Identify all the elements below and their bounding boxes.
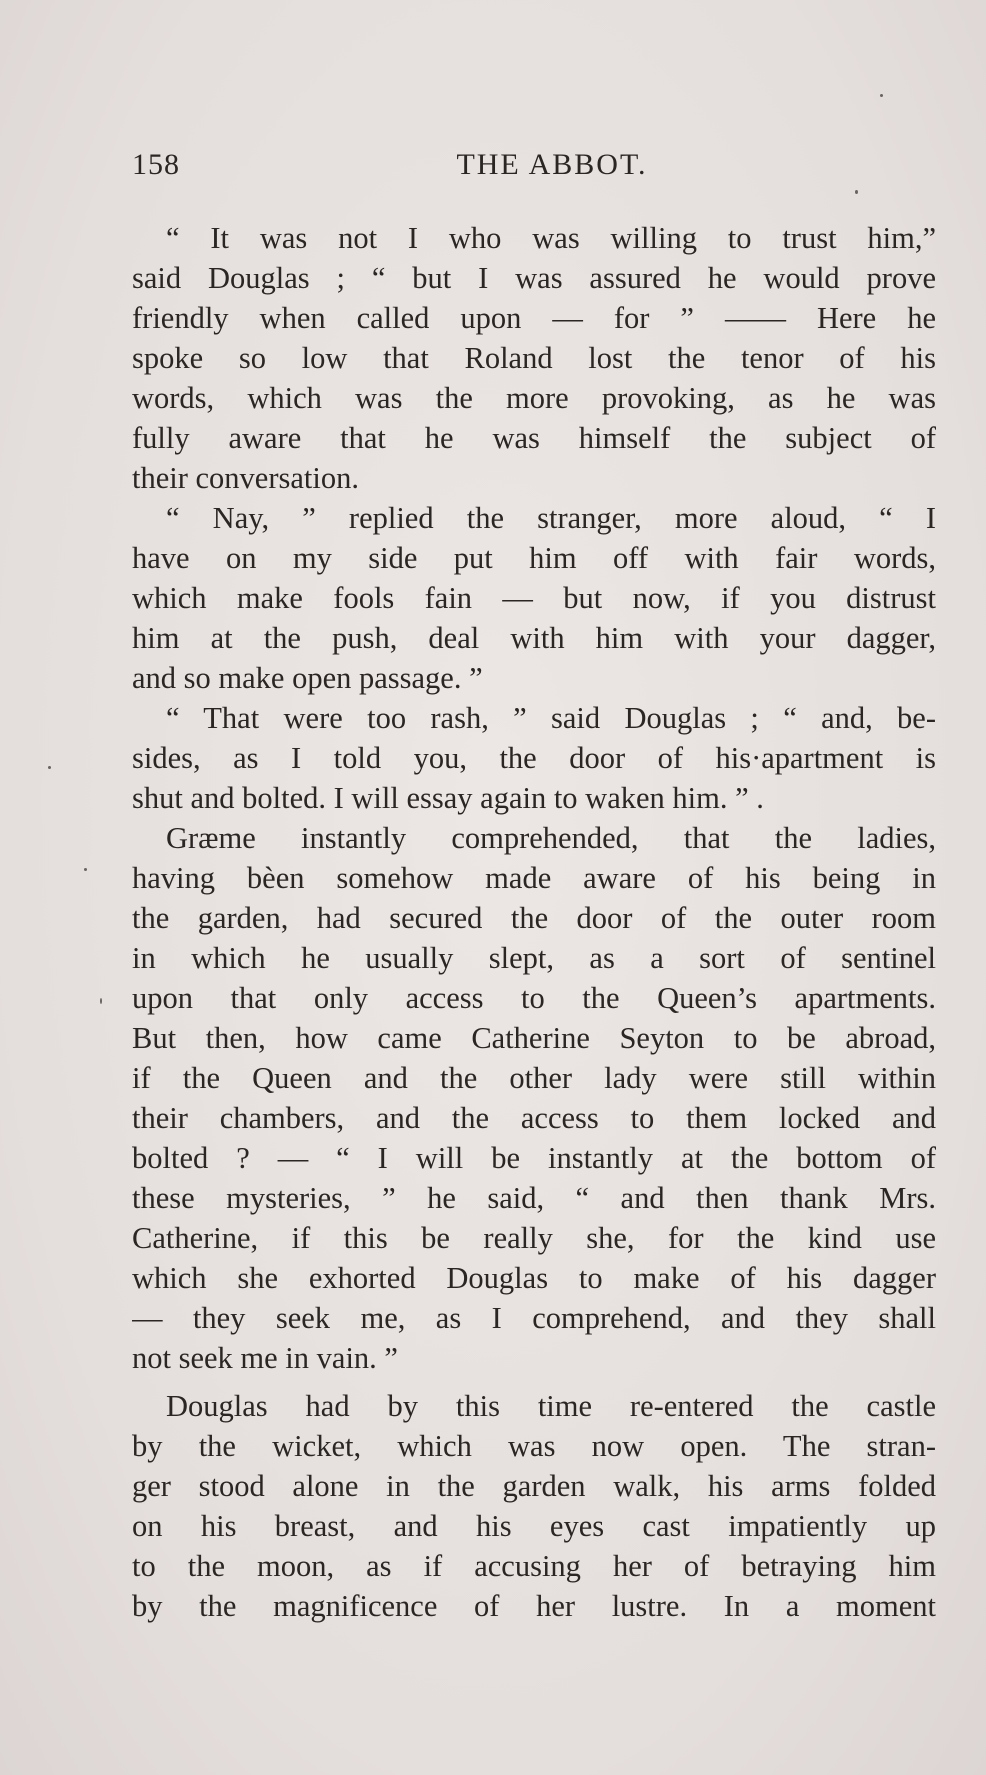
text-line: if the Queen and the other lady were still within xyxy=(132,1061,936,1095)
text-line: by the magnificence of her lustre. In a moment xyxy=(132,1589,936,1623)
text-line: Græme instantly comprehended, that the ladies, xyxy=(166,821,936,855)
text-line: on his breast, and his eyes cast impatiently up xyxy=(132,1509,936,1543)
text-line: their conversation. xyxy=(132,461,359,495)
text-line: have on my side put him off with fair words, xyxy=(132,541,936,575)
running-title: THE ABBOT. xyxy=(456,148,648,181)
text-line: upon that only access to the Queen’s apartments. xyxy=(132,981,936,1015)
text-line: having bèen somehow made aware of his being in xyxy=(132,861,936,895)
text-line: fully aware that he was himself the subject of xyxy=(132,421,936,455)
paragraph xyxy=(132,818,936,1378)
page-header xyxy=(132,148,936,192)
paragraph xyxy=(132,698,936,818)
text-line: these mysteries, ” he said, “ and then thank Mrs. xyxy=(132,1181,936,1215)
scan-speck xyxy=(855,190,858,194)
text-line: the garden, had secured the door of the outer room xyxy=(132,901,936,935)
scan-speck xyxy=(100,998,102,1004)
paragraph xyxy=(132,498,936,698)
text-line: said Douglas ; “ but I was assured he would prove xyxy=(132,261,936,295)
scan-speck xyxy=(880,94,883,97)
text-line: ger stood alone in the garden walk, his arms folded xyxy=(132,1469,936,1503)
text-line: bolted ? — “ I will be instantly at the bottom of xyxy=(132,1141,936,1175)
text-line: “ It was not I who was willing to trust him,” xyxy=(166,221,936,255)
text-line: “ Nay, ” replied the stranger, more aloud, “ I xyxy=(166,501,936,535)
scan-speck xyxy=(84,868,87,871)
scan-speck xyxy=(48,766,51,769)
text-line: Douglas had by this time re-entered the castle xyxy=(166,1389,936,1423)
text-line: which make fools fain — but now, if you distrust xyxy=(132,581,936,615)
text-line: — they seek me, as I comprehend, and they shall xyxy=(132,1301,936,1335)
text-line: shut and bolted. I will essay again to waken him. ” . xyxy=(132,781,764,815)
text-line: “ That were too rash, ” said Douglas ; “ and, be- xyxy=(166,701,936,735)
text-line: words, which was the more provoking, as he was xyxy=(132,381,936,415)
text-line: friendly when called upon — for ” —— Here he xyxy=(132,301,936,335)
text-line: But then, how came Catherine Seyton to be abroad, xyxy=(132,1021,936,1055)
text-line: Catherine, if this be really she, for the kind use xyxy=(132,1221,936,1255)
page-number: 158 xyxy=(132,148,180,181)
text-line: spoke so low that Roland lost the tenor of his xyxy=(132,341,936,375)
text-line: sides, as I told you, the door of his·apartment is xyxy=(132,741,936,775)
text-line: their chambers, and the access to them locked and xyxy=(132,1101,936,1135)
paragraph xyxy=(132,1386,936,1626)
body-text xyxy=(132,218,936,1626)
paragraph xyxy=(132,218,936,498)
text-line: and so make open passage. ” xyxy=(132,661,483,695)
text-line: to the moon, as if accusing her of betraying him xyxy=(132,1549,936,1583)
text-line: in which he usually slept, as a sort of sentinel xyxy=(132,941,936,975)
text-line: him at the push, deal with him with your dagger, xyxy=(132,621,936,655)
paragraph-gap xyxy=(132,1378,936,1386)
text-line: not seek me in vain. ” xyxy=(132,1341,398,1375)
text-line: which she exhorted Douglas to make of his dagger xyxy=(132,1261,936,1295)
text-line: by the wicket, which was now open. The stran- xyxy=(132,1429,936,1463)
